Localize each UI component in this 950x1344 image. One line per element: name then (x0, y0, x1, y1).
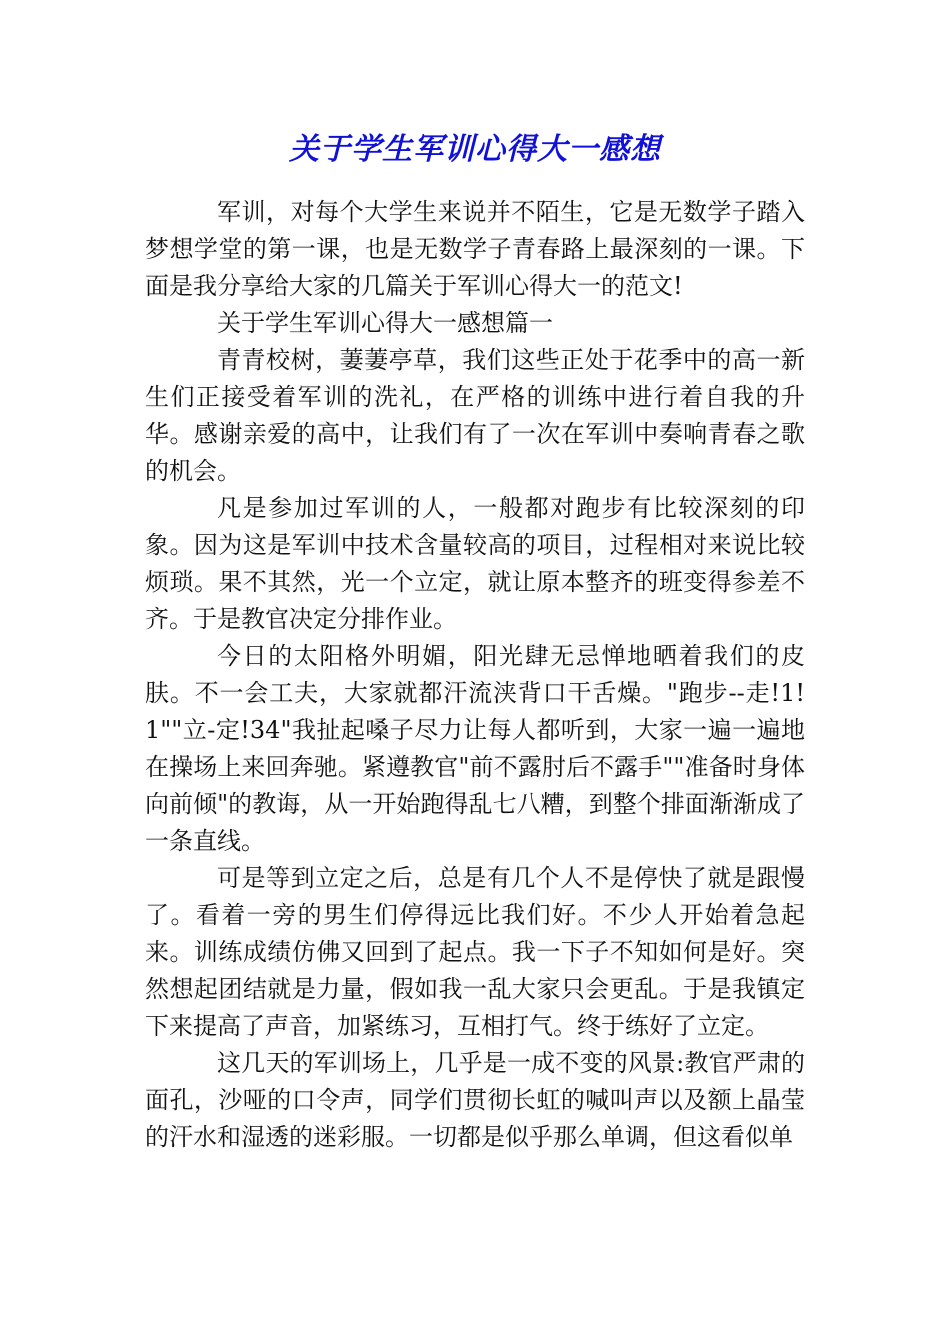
section-heading: 关于学生军训心得大一感想篇一 (217, 309, 553, 337)
paragraph-intro: 军训，对每个大学生来说并不陌生，它是无数学子踏入梦想学堂的第一课，也是无数学子青春路上最深刻的一课。下面是我分享给大家的几篇关于军训心得大一的范文! (145, 198, 805, 300)
paragraph: 凡是参加过军训的人，一般都对跑步有比较深刻的印象。因为这是军训中技术含量较高的项目，过程相对来说比较烦琐。果不其然，光一个立定，就让原本整齐的班变得参差不齐。于是教官决定分排作业。 (145, 494, 805, 633)
paragraph: 可是等到立定之后，总是有几个人不是停快了就是跟慢了。看着一旁的男生们停得远比我们好。不少人开始着急起来。训练成绩仿佛又回到了起点。我一下子不知如何是好。突然想起团结就是力量，假如我一乱大家只会更乱。于是我镇定下来提高了声音，加紧练习，互相打气。终于练好了立定。 (145, 864, 805, 1040)
paragraph: 青青校树，萋萋亭草，我们这些正处于花季中的高一新生们正接受着军训的洗礼，在严格的训练中进行着自我的升华。感谢亲爱的高中，让我们有了一次在军训中奏响青春之歌的机会。 (145, 346, 805, 485)
document-title: 关于学生军训心得大一感想 (289, 132, 661, 167)
document-body (145, 194, 805, 1156)
paragraph: 这几天的军训场上，几乎是一成不变的风景:教官严肃的面孔，沙哑的口令声，同学们贯彻长虹的喊叫声以及额上晶莹的汗水和湿透的迷彩服。一切都是似乎那么单调，但这看似单 (145, 1049, 805, 1151)
paragraph: 今日的太阳格外明媚，阳光肆无忌惮地晒着我们的皮肤。不一会工夫，大家就都汗流浃背口干舌燥。"跑步--走!1!1""立-定!34"我扯起嗓子尽力让每人都听到，大家一遍一遍地在操场上来回奔驰。紧遵教官"前不露肘后不露手""准备时身体向前倾"的教诲，从一开始跑得乱七八糟，到整个排面渐渐成了一条直线。 (145, 642, 805, 855)
